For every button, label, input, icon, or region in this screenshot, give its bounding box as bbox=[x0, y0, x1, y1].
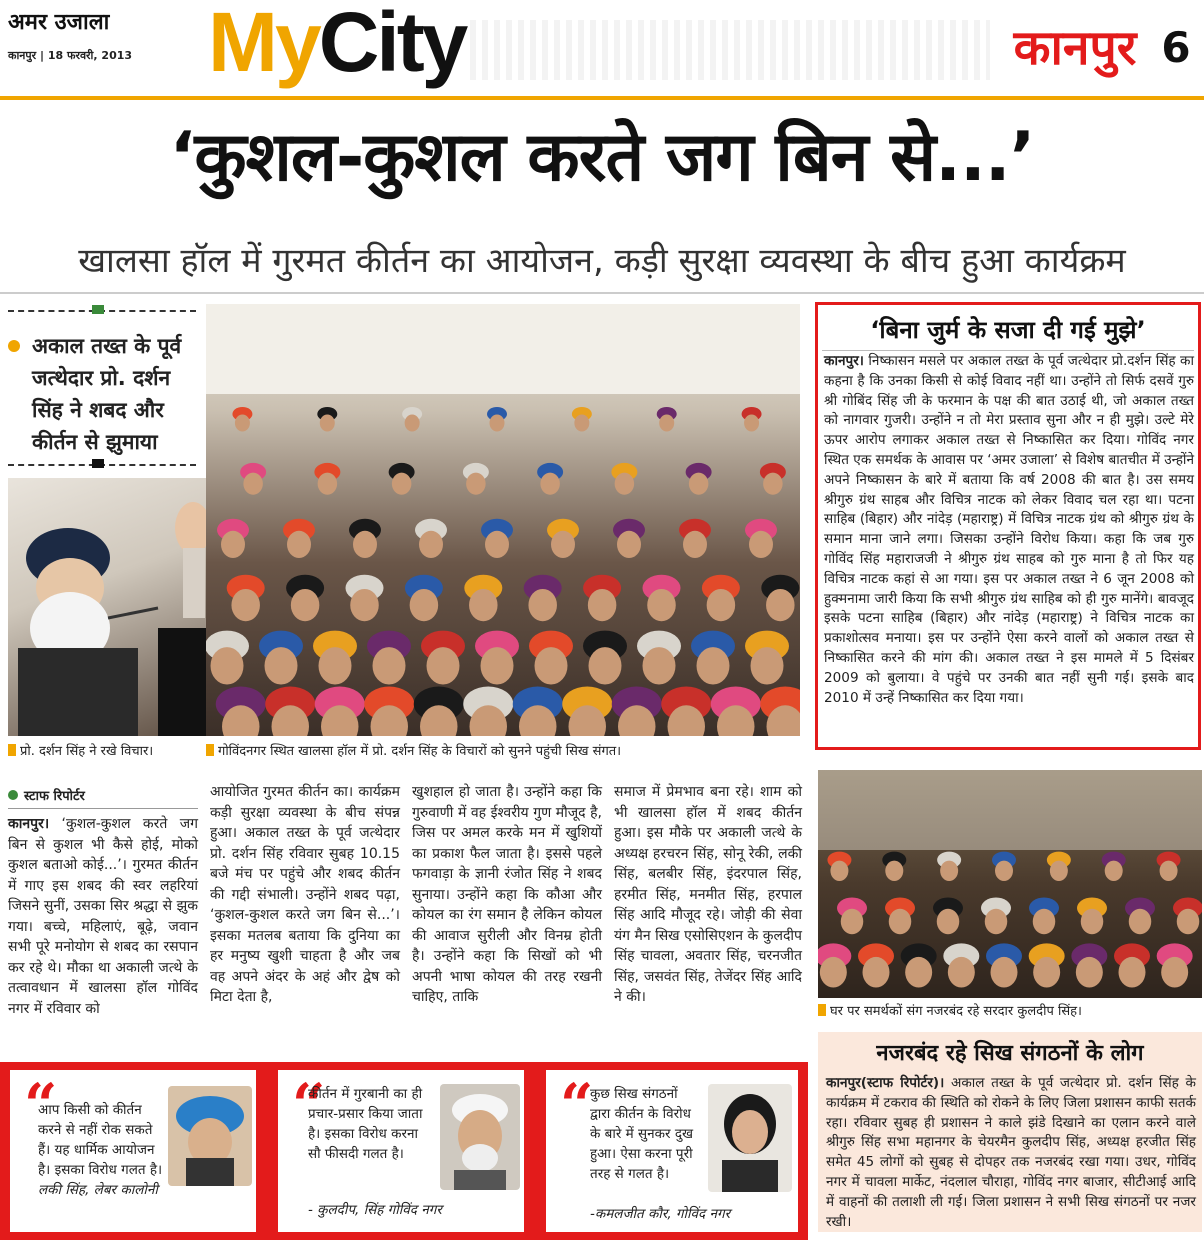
speaker-photo bbox=[8, 478, 222, 736]
face-shape bbox=[540, 473, 560, 495]
supporters-figures bbox=[818, 770, 1202, 998]
caption-marker bbox=[818, 1004, 826, 1016]
byline bbox=[8, 786, 85, 804]
face-shape bbox=[1076, 957, 1103, 988]
article-col-4: समाज में प्रेमभाव बना रहे। शाम को भी खालसा हॉल में शबद कीर्तन हुआ। इस मौके पर अकाली जत्थे के अध्यक्ष हरचरन सिंह, सोनू रेकी, लकी सिंह, बलबीर सिंह, इंदरपाल सिंह, हरमीत सिंह, मनमीत सिंह, हरपाल सिंह आदि मौजूद रहे। जोड़ी की सेवा यंग मैन सिख एसोसिएशन के कुलदीप सिंह चावला, अवतार सिंह, चरनजीत सिंह, जसवंत सिंह, तेजेंदर सिंह आदि ने की। bbox=[614, 784, 802, 1005]
face-shape bbox=[905, 957, 932, 988]
quote-3-text bbox=[590, 1084, 702, 1184]
photo1-caption bbox=[8, 742, 222, 762]
header-rule bbox=[0, 96, 1204, 100]
face-shape bbox=[863, 957, 890, 988]
face-shape bbox=[574, 415, 589, 432]
face-shape bbox=[588, 589, 617, 621]
article-col-2: आयोजित गुरमत कीर्तन का। कार्यक्रम कड़ी सुरक्षा व्यवस्था के बीच संपन्न हुआ। अकाल तख्त के पूर्व जत्थेदार प्रो. दर्शन सिंह रविवार सुबह 10.15 बजे मंच पर पहुंचे और शबद कीर्तन की गद्दी संभाली। उन्होंने शबद पढ़ा, ‘कुशल-कुशल करते जग बिन से...’। इसका मतलब बताया कि दुनिया का हर मनुष्य खुशी चाहता है और जब वह अपने अंदर के अहं और द्वेष को मिटा देता है, bbox=[210, 784, 400, 1005]
face-shape bbox=[528, 589, 557, 621]
speaker-figure bbox=[8, 478, 222, 736]
face-shape bbox=[1081, 909, 1104, 935]
face-shape bbox=[287, 531, 311, 558]
face-shape bbox=[940, 861, 958, 881]
face-shape bbox=[405, 415, 420, 432]
rule-marker bbox=[92, 305, 104, 314]
quote-1-text bbox=[38, 1100, 168, 1200]
face-shape bbox=[469, 589, 498, 621]
face-shape bbox=[291, 589, 320, 621]
face-shape bbox=[235, 415, 250, 432]
supporters-photo bbox=[818, 770, 1202, 998]
face-shape bbox=[320, 415, 335, 432]
quote-box-1 bbox=[8, 1068, 258, 1234]
face-shape bbox=[1105, 861, 1123, 881]
quote-mark-icon: “ bbox=[560, 1071, 594, 1139]
face-shape bbox=[551, 531, 575, 558]
detention-title: नजरबंद रहे सिख संगठनों के लोग bbox=[876, 1041, 1144, 1066]
face-shape bbox=[991, 957, 1018, 988]
quote-3-body: कुछ सिख संगठनों द्वारा कीर्तन के विरोध के बारे में सुनकर दुख हुआ। ऐसा करना पूरी तरह से गलत है। bbox=[590, 1086, 694, 1182]
highlight-text: अकाल तख्त के पूर्व जत्थेदार प्रो. दर्शन सिंह ने शबद और कीर्तन से झुमाया bbox=[32, 334, 182, 454]
face-shape bbox=[697, 647, 730, 684]
byline-text: स्टाफ रिपोर्टर bbox=[24, 789, 85, 804]
sidebar-title: ‘बिना जुर्म के सजा दी गई मुझे’ bbox=[870, 316, 1146, 344]
face-shape bbox=[353, 531, 377, 558]
face-shape bbox=[885, 861, 903, 881]
rule-marker bbox=[92, 459, 104, 468]
quote-2-body: कीर्तन में गुरबानी का ही प्रचार-प्रसार किया जाता है। इसका विरोध करना सौ फीसदी गलत है। bbox=[308, 1086, 423, 1162]
sidebar-dateline: कानपुर। bbox=[824, 353, 864, 369]
face-shape bbox=[647, 589, 676, 621]
face-shape bbox=[1129, 909, 1152, 935]
supporters-caption bbox=[818, 1002, 1202, 1022]
face-shape bbox=[221, 531, 245, 558]
face-shape bbox=[392, 473, 412, 495]
face-shape bbox=[1161, 957, 1188, 988]
detention-dateline: कानपुर(स्टाफ रिपोर्टर)। bbox=[826, 1075, 945, 1091]
byline-rule bbox=[8, 808, 198, 809]
face-shape bbox=[1177, 909, 1200, 935]
article-col-1-text: ‘कुशल-कुशल करते जग बिन से कुशल भी कैसे होई, मोको कुशल बताओ कोई...’। गुरमत कीर्तन में गाए इस शबद की स्वर लहरियां जिसने सुनीं, उसका सिर श्रद्धा से झुक गया। बच्चे, महिलाएं, बूढ़े, जवान सभी पूरे मनोयोग से शबद का रसपान कर रहे थे। मौका था अकाली जत्थे के तत्वावधान में खालसा हॉल गोविंद नगर में रविवार को bbox=[8, 816, 198, 1017]
face-shape bbox=[763, 473, 783, 495]
face-shape bbox=[1160, 861, 1178, 881]
face-shape bbox=[751, 647, 784, 684]
face-shape bbox=[1119, 957, 1146, 988]
face-shape bbox=[995, 861, 1013, 881]
face-shape bbox=[350, 589, 379, 621]
face-shape bbox=[485, 531, 509, 558]
face-shape bbox=[841, 909, 864, 935]
face-shape bbox=[615, 473, 635, 495]
face-shape bbox=[749, 531, 773, 558]
face-shape bbox=[427, 647, 460, 684]
face-shape bbox=[419, 531, 443, 558]
face-shape bbox=[617, 531, 641, 558]
face-shape bbox=[466, 473, 486, 495]
face-shape bbox=[820, 957, 847, 988]
quote-1-avatar bbox=[168, 1086, 252, 1186]
face-shape bbox=[490, 415, 505, 432]
face-shape bbox=[659, 415, 674, 432]
quote-2-name: - कुलदीप, सिंह गोविंद नगर bbox=[308, 1202, 442, 1218]
face-shape bbox=[1033, 957, 1060, 988]
face-shape bbox=[410, 589, 439, 621]
face-shape bbox=[948, 957, 975, 988]
face-shape bbox=[231, 589, 260, 621]
face-shape bbox=[211, 647, 244, 684]
sidebar-body: निष्कासन मसले पर अकाल तख्त के पूर्व जत्थेदार प्रो.दर्शन सिंह का कहना है कि उनका किसी से कोई विवाद नहीं था। उन्होंने तो सिर्फ दसवें गुरु श्री गोबिंद सिंह जी के फरमान के पक्ष की बात उठाई थी, जो अकाल तख्त को नागवार गुजरी। उन्होंने न तो मेरा प्रस्ताव सुना और न ही मुझे। उल्टे मेरे ऊपर आरोप लगाकर अकाल तख्त से निष्कासित कर दिया। गोविंद नगर स्थित एक समर्थक के आवास पर ‘अमर उजाला’ से विशेष बातचीत में उन्होंने अपने निष्कासन के बारे में बताया कि वर्ष 2008 की बात है। उस समय श्रीगुरु ग्रंथ साहब और विचित्र नाटक को लेकर विवाद चल रहा था। पटना साहिब (बिहार) और नांदेड़ (महाराष्ट्र) में विचित्र नाटक ग्रंथ को श्रीगुरु ग्रंथ के समान माना जाने लगा। जिसका उन्होंने विरोध किया। कहा कि जब गुरु गोविंद सिंह महाराजजी ने श्रीगुरु ग्रंथ साहब को गुरु माना है तो फिर यह विचित्र नाटक कहां से आ गया। इस पर अकाल तख्त ने 6 जून 2008 को हुक्मनामा जारी किया कि सभी श्रीगुरु ग्रंथ साहिब को ही गुरु मानेंगे। बावजूद इसके पटना साहिब (बिहार) और नांदेड़ (महाराष्ट्र) ने विचित्र नाटक का प्रकाशोत्सव मनाया। इस पर उन्होंने ऐसा करने वालों को अकाल तख्त से निष्कासित करने की मांग की। अकाल तख्त ने इस मामले में 5 दिसंबर 2009 को बुलाया। वे पहुंचे पर उनकी बात नहीं सुनी गई। इसके बाद 2010 में उन्हें निष्कासित कर दिया गया। bbox=[824, 353, 1194, 706]
crowd-figures bbox=[206, 304, 800, 736]
face-shape bbox=[589, 647, 622, 684]
caption-marker bbox=[8, 744, 16, 756]
face-shape bbox=[535, 647, 568, 684]
quote-box-2 bbox=[276, 1068, 526, 1234]
face-shape bbox=[643, 647, 676, 684]
supporters-caption-text: घर पर समर्थकों संग नजरबंद रहे सरदार कुलदीप सिंह। bbox=[830, 1004, 1082, 1019]
crowd-photo bbox=[206, 304, 800, 736]
article-col-1 bbox=[8, 814, 198, 1019]
face-shape bbox=[707, 589, 736, 621]
quote-mark-icon: “ bbox=[24, 1071, 58, 1139]
face-shape bbox=[683, 531, 707, 558]
city-name: कानपुर bbox=[1013, 20, 1137, 76]
sidebar-title-rule bbox=[822, 350, 1194, 351]
header-pattern bbox=[470, 20, 990, 80]
section-logo-city: City bbox=[318, 0, 466, 89]
face-shape bbox=[889, 909, 912, 935]
headline: ‘कुशल-कुशल करते जग बिन से...’ bbox=[169, 118, 1035, 197]
face-shape bbox=[744, 415, 759, 432]
face-shape bbox=[1033, 909, 1056, 935]
face-shape bbox=[373, 647, 406, 684]
face-shape bbox=[318, 473, 338, 495]
sidebar-text bbox=[824, 352, 1194, 708]
quote-2-text bbox=[308, 1084, 434, 1164]
article-dateline: कानपुर। bbox=[8, 816, 50, 832]
face-shape bbox=[830, 861, 848, 881]
photo2-caption bbox=[206, 742, 800, 762]
face-shape bbox=[481, 647, 514, 684]
byline-icon bbox=[8, 790, 18, 800]
face-shape bbox=[937, 909, 960, 935]
face-shape bbox=[985, 909, 1008, 935]
paper-name: अमर उजाला bbox=[8, 9, 110, 35]
quote-1-body: आप किसी को कीर्तन करने से नहीं रोक सकते हैं। यह धार्मिक आयोजन है। इसका विरोध गलत है। bbox=[38, 1102, 163, 1178]
quote-mark-icon: “ bbox=[292, 1071, 326, 1139]
quote-1-name: लकी सिंह, लेबर कालोनी bbox=[38, 1182, 158, 1198]
date-line: कानपुर | 18 फरवरी, 2013 bbox=[8, 49, 133, 62]
face-shape bbox=[689, 473, 709, 495]
quote-3-name: -कमलजीत कौर, गोविंद नगर bbox=[590, 1206, 731, 1222]
caption-marker bbox=[206, 744, 214, 756]
subheadline: खालसा हॉल में गुरमत कीर्तन का आयोजन, कड़ी सुरक्षा व्यवस्था के बीच हुआ कार्यक्रम bbox=[78, 241, 1126, 281]
quote-2-avatar bbox=[440, 1084, 520, 1190]
headline-rule bbox=[0, 292, 1204, 294]
detention-body: अकाल तख्त के पूर्व जत्थेदार प्रो. दर्शन सिंह के कार्यक्रम में टकराव की स्थिति को रोकने के लिए जिला प्रशासन काफी सतर्क रहा। रविवार सुबह ही प्रशासन ने काले झंडे दिखाने का एलान करने वाले श्रीगुरु सिंह सभा महानगर के चेयरमैन कुलदीप सिंह, अध्यक्ष हरजीत सिंह समेत 45 लोगों को सुबह से दोपहर तक नजरबंद रखा गया। उधर, गोविंद नगर में चावला मार्केट, नंदलाल चौराहा, गोविंद नगर बाजार, सीटीआई आदि में वाहनों की तलाशी ली गई। जिला प्रशासन ने सभी सिख संगठनों पर नजर रखी। bbox=[826, 1075, 1196, 1230]
section-logo bbox=[208, 0, 466, 89]
face-shape bbox=[319, 647, 352, 684]
face-shape bbox=[243, 473, 263, 495]
section-logo-my: My bbox=[208, 0, 319, 89]
face-shape bbox=[1050, 861, 1068, 881]
article-col-3: खुशहाल हो जाता है। उन्होंने कहा कि गुरुवाणी में वह ईश्वरीय गुण मौजूद है, जिस पर अमल करके मन में खुशियों का प्रकाश फैल जाता है। इससे पहले फगवाड़ा के ज्ञानी रंजोत सिंह ने शबद सुनाया। उन्होंने कहा कि कौआ और कोयल का रंग समान है लेकिन कोयल की आवाज सुरीली और विनम्र होती है। उन्होंने कहा कि सिखों को भी अपनी भाषा कोयल की तरह रखनी चाहिए, ताकि bbox=[412, 784, 602, 1005]
page-number: 6 bbox=[1161, 23, 1191, 72]
quote-3-avatar bbox=[708, 1084, 792, 1192]
photo2-caption-text: गोविंदनगर स्थित खालसा हॉल में प्रो. दर्शन सिंह के विचारों को सुनने पहुंची सिख संगत। bbox=[218, 744, 622, 759]
quote-box-3 bbox=[544, 1068, 800, 1234]
face-shape bbox=[766, 589, 795, 621]
detention-text bbox=[826, 1074, 1196, 1232]
photo1-caption-text: प्रो. दर्शन सिंह ने रखे विचार। bbox=[20, 744, 154, 759]
face-shape bbox=[265, 647, 298, 684]
